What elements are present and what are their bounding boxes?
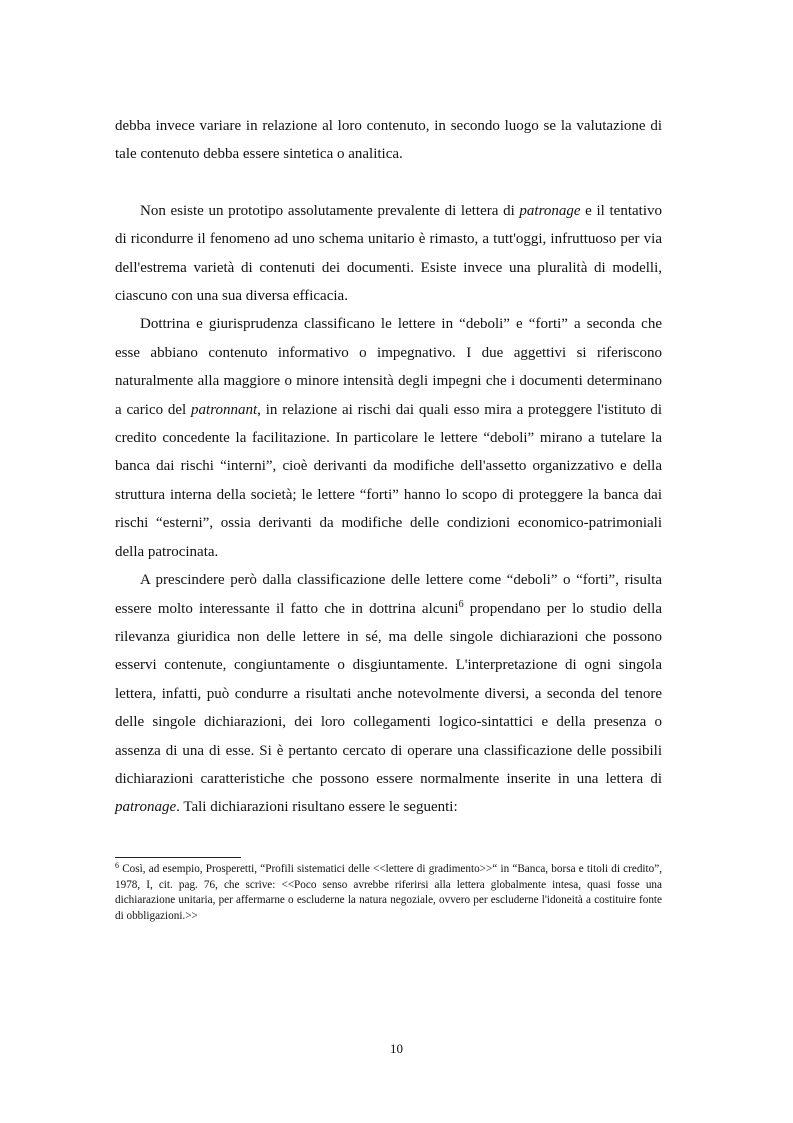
paragraph-3-text-b: , in relazione ai rischi dai quali esso mira a proteggere l'istituto di credito concedente la facilitazione. In particolare le lettere “deboli” mirano a tutelare la banca dai rischi “interni”, cioè derivanti da modifiche dell'assetto organizzativo e della struttura interna della società; le lettere “forti” hanno lo scopo di proteggere la banca dai rischi “esterni”, ossia derivanti da modifiche delle condizioni economico-patrimoniali della patrocinata. bbox=[115, 401, 663, 560]
paragraph-4-text-a: A prescindere però dalla classificazione delle lettere come “deboli” o “forti”, risulta essere molto interessante il fatto che in dottrina alcuni bbox=[115, 572, 662, 617]
footnote-separator bbox=[115, 857, 241, 858]
paragraph-4-text-b: propendano per lo studio della rilevanza giuridica non delle lettere in sé, ma delle singole dichiarazioni che possono esservi contenute, congiuntamente o disgiuntamente. L'interpretazione di ogni singola lettera, infatti, può condurre a risultati anche notevolmente diversi, a seconda del tenore delle singole dichiarazioni, dei loro collegamenti logico-sintattici e della presenza o assenza di una di esse. Si è pertanto cercato di operare una classificazione delle possibili dichiarazioni caratteristiche che possono essere normalmente inserite in una lettera di bbox=[115, 600, 662, 787]
paragraph-3-emphasis: patronnant bbox=[191, 401, 258, 418]
paragraph-2 bbox=[115, 197, 662, 311]
footnote-number: 6 bbox=[115, 861, 119, 870]
paragraph-2-emphasis: patronage bbox=[519, 202, 581, 219]
paragraph-1 bbox=[115, 112, 662, 169]
paragraph-2-text-a: Non esiste un prototipo assolutamente prevalente di lettera di bbox=[140, 202, 520, 219]
footnote-reference[interactable]: 6 bbox=[458, 598, 464, 610]
paragraph-2-text-b: e il tentativo di ricondurre il fenomeno ad uno schema unitario è rimasto, a tutt'oggi, infruttuoso per via dell'estrema varietà di contenuti dei documenti. Esiste invece una pluralità di modelli, ciascuno con una sua diversa efficacia. bbox=[115, 202, 662, 305]
paragraph-1-text: debba invece variare in relazione al loro contenuto, in secondo luogo se la valutazione di tale contenuto debba essere sintetica o analitica. bbox=[115, 118, 662, 163]
footnote-text: Così, ad esempio, Prosperetti, “Profili sistematici delle <<lettere di gradimento>>“ in “Banca, borsa e titoli di credito”, 1978, I, cit. pag. 76, che scrive: <<Poco senso avrebbe riferirsi alla lettera globalmente intesa, quasi fosse una dichiarazione unitaria, per affermarne o escluderne la natura negoziale, ovvero per escluderne l'idoneità a costituire fonte di obbligazioni.>> bbox=[115, 863, 662, 922]
paragraph-4 bbox=[115, 566, 662, 822]
paragraph-4-emphasis: patronage bbox=[115, 799, 177, 816]
paragraph-3 bbox=[115, 310, 662, 566]
paragraph-4-text-c: . Tali dichiarazioni risultano essere le seguenti: bbox=[176, 799, 458, 816]
paragraph-3-text-a: Dottrina e giurisprudenza classificano le lettere in “deboli” e “forti” a seconda che esse abbiano contenuto informativo o impegnativo. I due aggettivi si riferiscono naturalmente alla maggiore o minore intensità degli impegni che i documenti determinano a carico del bbox=[115, 316, 662, 418]
body-text bbox=[115, 112, 662, 822]
footnote bbox=[115, 862, 662, 924]
page-number: 10 bbox=[390, 1041, 403, 1056]
